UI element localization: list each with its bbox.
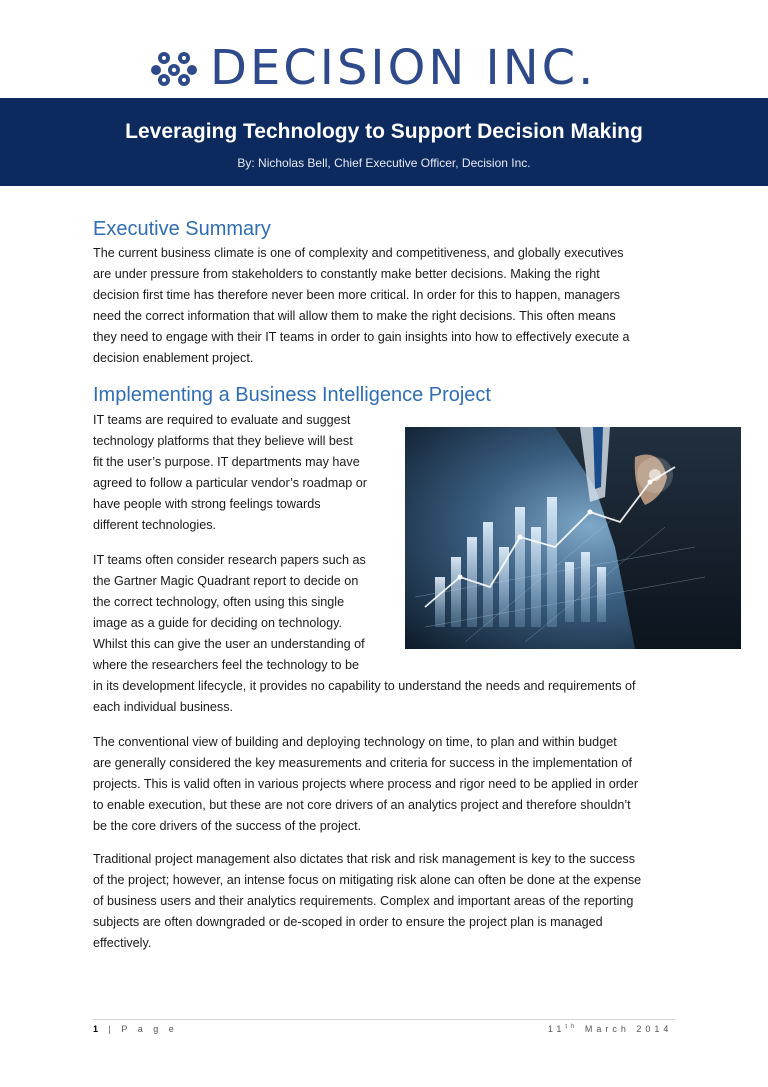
text-line: The conventional view of building and deploying technology on time, to plan and within budget bbox=[93, 735, 617, 749]
text-line: different technologies. bbox=[93, 518, 216, 532]
text-line: the correct technology, often using this single bbox=[93, 595, 345, 609]
text-line: are generally considered the key measurements and criteria for success in the implementation of bbox=[93, 756, 633, 770]
page-footer-date bbox=[548, 1024, 672, 1034]
text-line: of business users and their analytics requirements. Complex and important areas of the reporting bbox=[93, 894, 634, 908]
text-line: Traditional project management also dictates that risk and risk management is key to the success bbox=[93, 852, 636, 866]
text-line: have people with strong feelings towards bbox=[93, 497, 321, 511]
text-line: subjects are often downgraded or de-scoped in order to ensure the project plan is managed bbox=[93, 915, 603, 929]
text-line: image as a guide for deciding on technology. bbox=[93, 616, 343, 630]
text-line: IT teams are required to evaluate and suggest bbox=[93, 413, 351, 427]
text-line: the Gartner Magic Quadrant report to decide on bbox=[93, 574, 359, 588]
text-line: need the correct information that will allow them to make the right decisions. This often means bbox=[93, 309, 616, 323]
logo-text: DECISION INC. bbox=[210, 40, 597, 96]
text-line: in its development lifecycle, it provides no capability to understand the needs and requirements of bbox=[93, 679, 636, 693]
text-line: Whilst this can give the user an understanding of bbox=[93, 637, 365, 651]
implementing-paragraph-3 bbox=[93, 732, 638, 837]
decision-logo-mark-icon bbox=[150, 48, 198, 88]
text-line: where the researchers feel the technology to be bbox=[93, 658, 360, 672]
author-byline: By: Nicholas Bell, Chief Executive Officer, Decision Inc. bbox=[237, 156, 531, 170]
company-logo bbox=[150, 38, 596, 98]
page-footer-left bbox=[93, 1024, 178, 1034]
text-line: IT teams often consider research papers such as bbox=[93, 553, 366, 567]
text-line: fit the user’s purpose. IT departments may have bbox=[93, 455, 360, 469]
section-heading-executive-summary: Executive Summary bbox=[93, 218, 271, 240]
text-line: to enable execution, but these are not core drivers of an analytics project and therefore shouldn’t bbox=[93, 798, 631, 812]
section-heading-implementing-bi: Implementing a Business Intelligence Project bbox=[93, 384, 491, 406]
text-line: of the project; however, an intense focus on mitigating risk alone can often be done at the expense bbox=[93, 873, 642, 887]
page-number: 1 bbox=[93, 1024, 103, 1034]
implementing-paragraph-1 bbox=[93, 410, 367, 536]
text-line: projects. This is valid often in various projects where process and rigor need to be applied in order bbox=[93, 777, 639, 791]
businessman-touchscreen-chart-photo bbox=[405, 427, 741, 649]
text-line: decision enablement project. bbox=[93, 351, 254, 365]
text-line: agreed to follow a particular vendor’s roadmap or bbox=[93, 476, 367, 490]
text-line: The current business climate is one of complexity and competitiveness, and globally executives bbox=[93, 246, 624, 260]
date-rest: March 2014 bbox=[584, 1024, 673, 1034]
footer-divider bbox=[93, 1019, 675, 1020]
text-line: they need to engage with their IT teams in order to gain insights into how to effectively execute a bbox=[93, 330, 630, 344]
text-line: technology platforms that they believe will best bbox=[93, 434, 353, 448]
hologram-chart-image-icon bbox=[405, 427, 741, 649]
date-day: 11 bbox=[548, 1024, 566, 1034]
text-line: decision first time has therefore never been more critical. In order for this to happen, managers bbox=[93, 288, 621, 302]
document-title: Leveraging Technology to Support Decision Making bbox=[125, 120, 643, 143]
text-line: be the core drivers of the success of the project. bbox=[93, 819, 362, 833]
date-suffix: th bbox=[565, 1024, 579, 1030]
executive-summary-paragraph bbox=[93, 243, 630, 369]
implementing-paragraph-4 bbox=[93, 849, 641, 954]
text-line: are under pressure from stakeholders to constantly make better decisions. Making the right bbox=[93, 267, 600, 281]
text-line: each individual business. bbox=[93, 700, 234, 714]
title-banner bbox=[0, 98, 768, 186]
page-label: | P a g e bbox=[108, 1024, 178, 1034]
text-line: effectively. bbox=[93, 936, 152, 950]
